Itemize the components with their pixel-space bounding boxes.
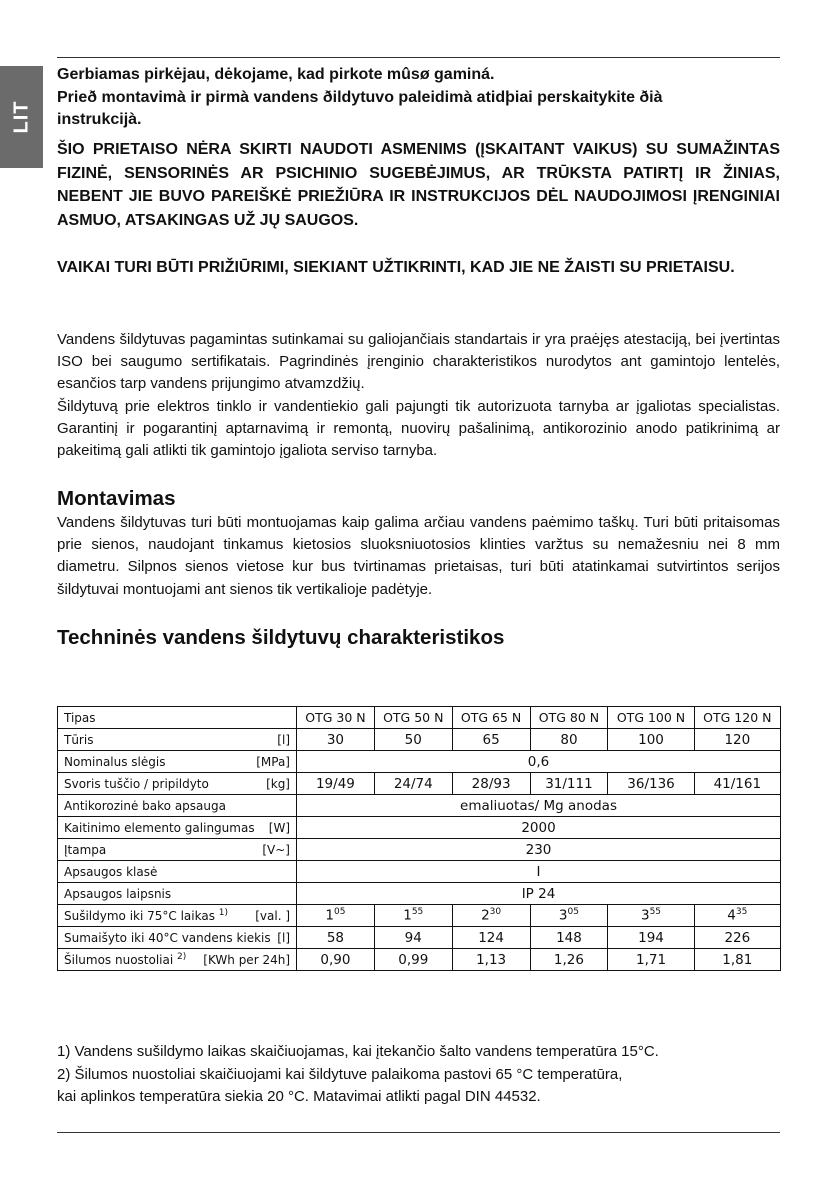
param-cell (58, 729, 297, 751)
param-cell (58, 817, 297, 839)
time-minutes: 55 (411, 907, 424, 918)
table-row (58, 927, 781, 949)
time-hours: 1 (325, 907, 334, 924)
intro-greeting (57, 64, 780, 132)
intro-line: Gerbiamas pirkėjau, dėkojame, kad pirkote mûsø gaminá. (57, 66, 495, 83)
time-hours: 3 (558, 907, 568, 924)
value-cell: 148 (530, 927, 608, 949)
intro-line: instrukcijà. (57, 111, 142, 128)
top-rule (57, 57, 780, 58)
param-cell (58, 949, 297, 971)
general-info (57, 329, 780, 462)
time-value-cell (694, 905, 780, 927)
model-header: OTG 120 N (694, 707, 780, 729)
model-header: OTG 100 N (608, 707, 694, 729)
time-value-cell (297, 905, 375, 927)
param-unit: [l] (277, 930, 290, 945)
footnote: 1) Vandens sušildymo laikas skaičiuojamas, kai įtekančio šalto vandens temperatūra 15°C. (57, 1043, 659, 1060)
warning-paragraph: ŠIO PRIETAISO NĖRA SKIRTI NAUDOTI ASMENIMS (ĮSKAITANT VAIKUS) SU SUMAŽINTAS FIZINĖ, SENSORINĖS AR PSICHINIO SUGEBĖJIMUS, AR TRŪKSTA PATIRTĮ IR ŽINIAS, NEBENT JIE BUVO PAREIŠKĖ PRIEŽIŪRA IR INSTRUKCIJOS DĖL NAUDOJIMOSI ĮRENGINIAI ASMUO, ATSAKINGAS UŽ JŲ SAUGOS. (57, 141, 780, 229)
param-unit: [V~] (262, 842, 290, 857)
model-header: OTG 65 N (452, 707, 530, 729)
body-paragraph: Vandens šildytuvas turi būti montuojamas kaip galima arčiau vandens paėmimo taškų. Turi būti pritaisomas prie sienos, naudojant tinkamus kietosios sluoksniuotosios klinties varžtus su nemažesniu nei 8 mm diametru. Silpnos sienos vietose kur bus tvirtinamas prietaisas, turi būti atatinkamai sutvirtintos serijos šildytuvai montuojami ant sienos tik vertikalioje padėtyje. (57, 514, 780, 598)
merged-value-cell: I (297, 861, 781, 883)
time-minutes: 30 (489, 907, 502, 918)
value-cell: 194 (608, 927, 694, 949)
footnote-marker: 1) (218, 908, 229, 918)
table-row (58, 795, 781, 817)
specs-table (57, 706, 781, 971)
time-hours: 3 (640, 907, 650, 924)
section-heading: Techninės vandens šildytuvų charakteristikos (57, 626, 505, 649)
child-warning (57, 256, 780, 280)
param-unit: [KWh per 24h] (203, 952, 290, 967)
param-name: Tūris (64, 732, 94, 747)
footnote: kai aplinkos temperatūra siekia 20 °C. Matavimai atlikti pagal DIN 44532. (57, 1088, 541, 1105)
table-row (58, 729, 781, 751)
time-value-cell (608, 905, 694, 927)
value-cell: 1,71 (608, 949, 694, 971)
merged-value-cell: 230 (297, 839, 781, 861)
param-cell (58, 861, 297, 883)
param-cell (58, 795, 297, 817)
body-paragraph: Šildytuvą prie elektros tinklo ir vandentiekio gali pajungti tik autorizuota tarnyba ar įgaliotas specialistas. Garantinį ir pogarantinį aptarnavimą ir remontą, nuovirų pašalinimą, antikorozinio anodo patikrinimą ar pakeitimą gali atlikti tik gamintojo įgaliota serviso tarnyba. (57, 397, 780, 460)
model-header: OTG 50 N (374, 707, 452, 729)
param-cell (58, 751, 297, 773)
time-minutes: 55 (649, 907, 662, 918)
footnote: 2) Šilumos nuostoliai skaičiuojami kai šildytuve palaikoma pastovi 65 °C temperatūra, (57, 1065, 623, 1083)
table-row (58, 839, 781, 861)
table-row (58, 817, 781, 839)
time-minutes: 35 (735, 907, 748, 918)
value-cell: 50 (374, 729, 452, 751)
value-cell: 226 (694, 927, 780, 949)
merged-value-cell: IP 24 (297, 883, 781, 905)
time-value-cell (530, 905, 608, 927)
value-cell: 30 (297, 729, 375, 751)
value-cell: 0,90 (297, 949, 375, 971)
time-minutes: 05 (333, 907, 346, 918)
model-header: OTG 80 N (530, 707, 608, 729)
value-cell: 100 (608, 729, 694, 751)
time-value-cell (374, 905, 452, 927)
table-row (58, 883, 781, 905)
body-paragraph: Vandens šildytuvas pagamintas sutinkamai su galiojančiais standartais ir yra praėjęs atestaciją, bei įvertintas ISO bei saugumo sertifikatais. Pagrindinės įrenginio charakteristikos nurodytos ant gamintojo lentelės, esančios tarp vandens prijungimo atvamzdžių. (57, 331, 780, 393)
value-cell: 58 (297, 927, 375, 949)
value-cell: 1,81 (694, 949, 780, 971)
param-name: Antikorozinė bako apsauga (64, 798, 226, 813)
param-name: Kaitinimo elemento galingumas (64, 820, 255, 835)
model-header: OTG 30 N (297, 707, 375, 729)
footnote-marker: 2) (177, 952, 187, 962)
value-cell: 28/93 (452, 773, 530, 795)
param-name: Apsaugos klasė (64, 864, 158, 879)
intro-line: Prieð montavimà ir pirmà vandens ðildytuvo paleidimà atidþiai perskaitykite ðià (57, 88, 663, 106)
time-hours: 1 (403, 907, 412, 924)
value-cell: 24/74 (374, 773, 452, 795)
param-unit: [kg] (266, 776, 290, 791)
value-cell: 120 (694, 729, 780, 751)
param-name: Apsaugos laipsnis (64, 886, 172, 901)
time-hours: 2 (481, 907, 490, 924)
header-label: Tipas (58, 707, 297, 729)
param-name: Šilumos nuostoliai (64, 953, 174, 967)
param-unit: [MPa] (256, 754, 290, 769)
param-name: Svoris tuščio / pripildyto (64, 776, 209, 791)
value-cell: 1,26 (530, 949, 608, 971)
value-cell: 124 (452, 927, 530, 949)
table-header-row (58, 707, 781, 729)
param-cell (58, 905, 297, 927)
value-cell: 94 (374, 927, 452, 949)
merged-value-cell: emaliuotas/ Mg anodas (297, 795, 781, 817)
table-row (58, 949, 781, 971)
merged-value-cell: 0,6 (297, 751, 781, 773)
table-row (58, 773, 781, 795)
tech-section-heading-wrap (57, 625, 780, 651)
time-value-cell (452, 905, 530, 927)
language-tab-label: LIT (10, 100, 32, 134)
param-cell (58, 839, 297, 861)
param-name: Įtampa (64, 842, 107, 857)
param-name: Nominalus slėgis (64, 754, 166, 769)
param-unit: [W] (268, 820, 290, 835)
time-minutes: 05 (567, 907, 579, 918)
montavimas-section (57, 486, 780, 601)
value-cell: 65 (452, 729, 530, 751)
language-tab (0, 66, 43, 168)
param-unit: [val. ] (255, 908, 290, 923)
param-name: Sušildymo iki 75°C laikas (64, 909, 215, 923)
section-heading: Montavimas (57, 487, 176, 510)
value-cell: 31/111 (530, 773, 608, 795)
bottom-rule (57, 1132, 780, 1133)
footnotes (57, 1041, 787, 1109)
param-unit: [l] (277, 732, 290, 747)
table-row (58, 751, 781, 773)
param-cell (58, 773, 297, 795)
table-row (58, 905, 781, 927)
value-cell: 36/136 (608, 773, 694, 795)
param-cell (58, 927, 297, 949)
safety-warning (57, 138, 780, 232)
param-name: Sumaišyto iki 40°C vandens kiekis (64, 930, 271, 945)
value-cell: 41/161 (694, 773, 780, 795)
value-cell: 80 (530, 729, 608, 751)
table-row (58, 861, 781, 883)
param-cell (58, 883, 297, 905)
time-hours: 4 (727, 907, 736, 924)
merged-value-cell: 2000 (297, 817, 781, 839)
warning-paragraph: VAIKAI TURI BŪTI PRIŽIŪRIMI, SIEKIANT UŽTIKRINTI, KAD JIE NE ŽAISTI SU PRIETAISU. (57, 259, 735, 276)
value-cell: 19/49 (297, 773, 375, 795)
value-cell: 0,99 (374, 949, 452, 971)
value-cell: 1,13 (452, 949, 530, 971)
